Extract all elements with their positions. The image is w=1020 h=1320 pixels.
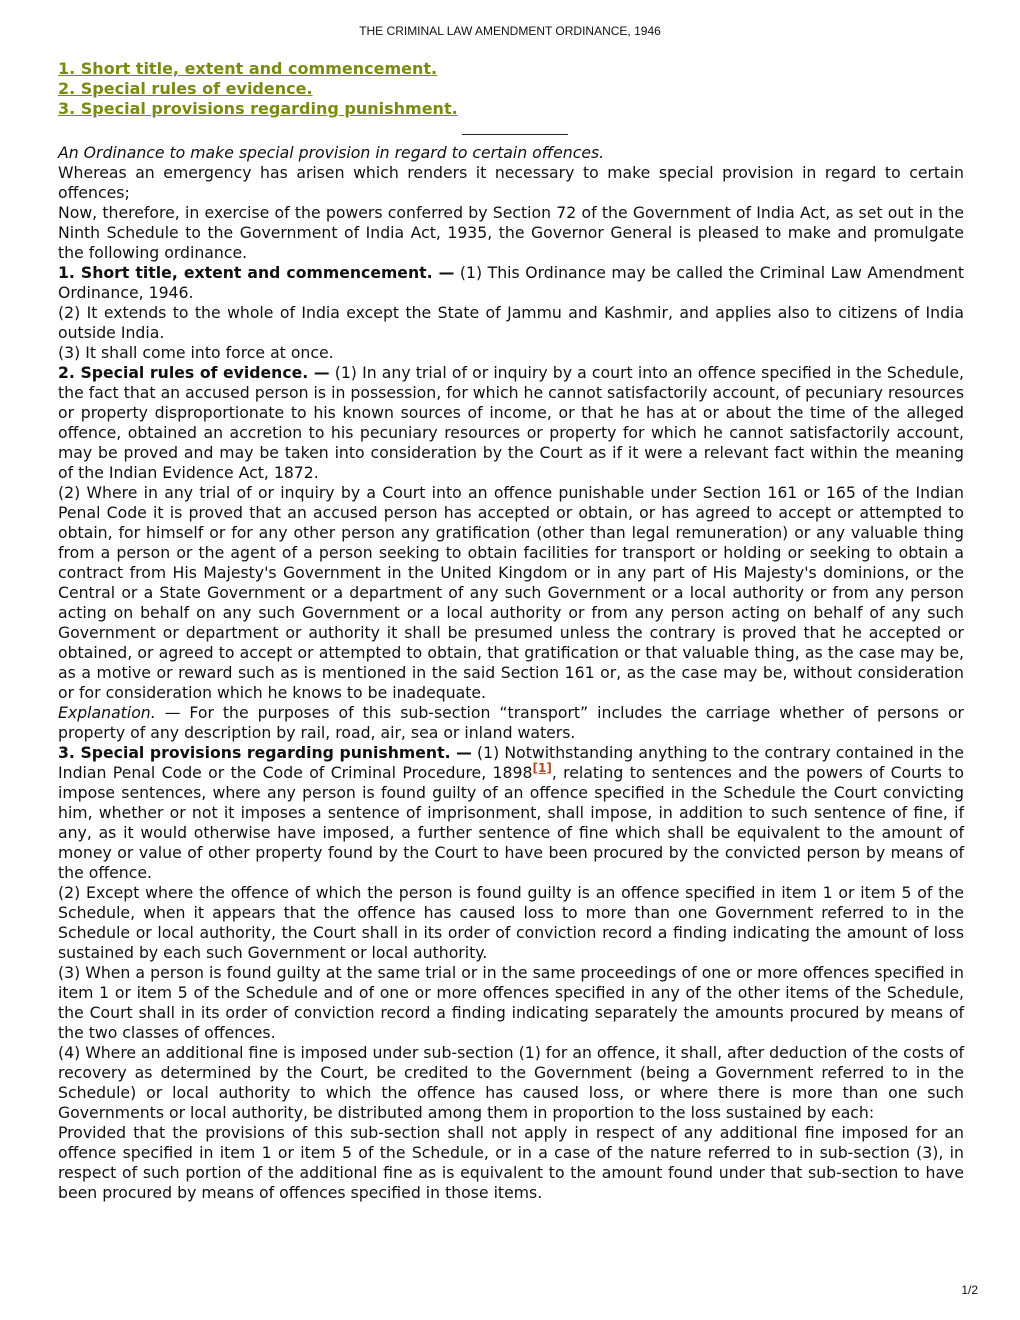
toc-link-section-3[interactable]: 3. Special provisions regarding punishment.: [58, 99, 458, 118]
preamble-now-therefore: Now, therefore, in exercise of the powers conferred by Section 72 of the Government of India Act, as set out in the Ninth Schedule to the Government of India Act, 1935, the Governor General is pleased to make and promulgate the following ordinance.: [58, 203, 964, 262]
toc-link-section-2[interactable]: 2. Special rules of evidence.: [58, 79, 313, 98]
section-1-heading: 1. Short title, extent and commencement. —: [58, 263, 455, 282]
section-1-para-3: (3) It shall come into force at once.: [58, 343, 334, 362]
section-3-text-b: , relating to sentences and the powers of Courts to impose sentences, where any person is found guilty of an offence specified in the Schedule the Court convicting him, whether or not it imposes a sentence of imprisonment, shall impose, in addition to such sentence of fine, if any, as it would otherwise have imposed, a further sentence of fine which shall be equivalent to the amount of money or value of other property found by the Court to have been procured by the convicted person by means of the offence.: [58, 763, 964, 882]
page-number: 1/2: [961, 1283, 978, 1297]
preamble-whereas: Whereas an emergency has arisen which renders it necessary to make special provision in regard to certain offences;: [58, 163, 964, 202]
footnote-link[interactable]: [1]: [532, 760, 552, 775]
section-3-para-2: (2) Except where the offence of which the person is found guilty is an offence specified in item 1 or item 5 of the Schedule, when it appears that the offence has caused loss to more than one Government referred to in the Schedule or local authority, the Court shall in its order of conviction record a finding indicating the amount of loss sustained by each such Government or local authority.: [58, 883, 964, 962]
section-2-para-1: [58, 363, 964, 483]
divider: [462, 134, 568, 135]
section-3-heading: 3. Special provisions regarding punishment. —: [58, 743, 472, 762]
section-3-proviso: Provided that the provisions of this sub-section shall not apply in respect of any additional fine imposed for an offence specified in item 1 or item 5 of the Schedule, or in a case of the nature referred to in sub-section (3), in respect of such portion of the additional fine as is equivalent to the amount found under that sub-section to have been procured by means of offences specified in those items.: [58, 1123, 964, 1202]
section-2-text: (1) In any trial of or inquiry by a court into an offence specified in the Schedule, the fact that an accused person is in possession, for which he cannot satisfactorily account, of pecuniary resources or property disproportionate to his known sources of income, or that he has at or about the time of the alleged offence, obtained an accretion to his pecuniary resources or property for which he cannot satisfactorily account, may be proved and may be taken into consideration by the Court as if it were a relevant fact within the meaning of the Indian Evidence Act, 1872.: [58, 363, 964, 482]
page-header: THE CRIMINAL LAW AMENDMENT ORDINANCE, 1946: [359, 24, 661, 38]
section-2-para-2: (2) Where in any trial of or inquiry by a Court into an offence punishable under Section 161 or 165 of the Indian Penal Code it is proved that an accused person has accepted or obtain, or has agreed to accept or attempted to obtain, for himself or for any other person any gratification (other than legal remuneration) or any valuable thing from a person or the agent of a person seeking to obtain facilities for transport or holding or seeking to obtain a contract from His Majesty's Government in the United Kingdom or in any part of His Majesty's dominions, or the Central or a State Government or a department of any such Government or a local authority or from any person acting on behalf on any such Government or a local authority or from any person acting on behalf of any such Government or department or authority it shall be presumed unless the contrary is proved that he accepted or obtained, or agreed to accept or attempted to obtain, that gratification or that valuable thing, as the case may be, as a motive or reward such as is mentioned in the said Section 161 or, as the case may be, without consideration or for consideration which he knows to be inadequate.: [58, 483, 964, 702]
section-3-para-4: (4) Where an additional fine is imposed under sub-section (1) for an offence, it shall, after deduction of the costs of recovery as determined by the Court, be credited to the Government (being a Government referred to in the Schedule) or local authority to which the offence has caused loss, or where there is more than one such Governments or local authority, be distributed among them in proportion to the loss sustained by each:: [58, 1043, 964, 1122]
section-2-explanation: [58, 703, 964, 743]
section-1-para-1: [58, 263, 964, 303]
toc-link-section-1[interactable]: 1. Short title, extent and commencement.: [58, 59, 438, 78]
section-2-heading: 2. Special rules of evidence. —: [58, 363, 330, 382]
section-1-text: (1) This Ordinance may be called the Criminal Law Amendment Ordinance, 1946.: [58, 263, 964, 302]
ordinance-body: [58, 143, 964, 1203]
explanation-text: — For the purposes of this sub-section “transport” includes the carriage whether of persons or property of any description by rail, road, air, sea or inland waters.: [58, 703, 964, 742]
section-1-para-2: (2) It extends to the whole of India except the State of Jammu and Kashmir, and applies also to citizens of India outside India.: [58, 303, 964, 342]
section-3-para-3: (3) When a person is found guilty at the same trial or in the same proceedings of one or more offences specified in item 1 or item 5 of the Schedule and of one or more offences specified in any of the other items of the Schedule, the Court shall in its order of conviction record a finding indicating separately the amounts procured by means of the two classes of offences.: [58, 963, 964, 1042]
intro-line: An Ordinance to make special provision in regard to certain offences.: [58, 143, 605, 162]
section-3-text-a: (1) Notwithstanding anything to the contrary contained in the Indian Penal Code or the Code of Criminal Procedure, 1898: [58, 743, 965, 782]
explanation-label: Explanation.: [58, 703, 156, 722]
table-of-contents: [58, 59, 964, 119]
section-3-para-1: [58, 743, 964, 883]
